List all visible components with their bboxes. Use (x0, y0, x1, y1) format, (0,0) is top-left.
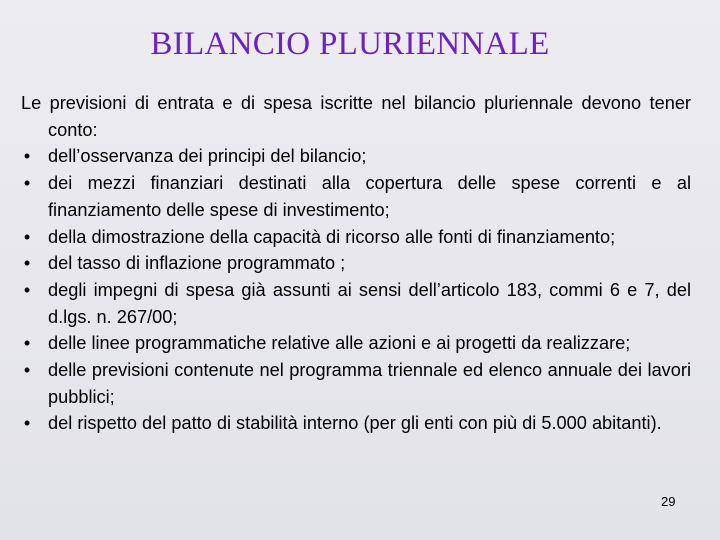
bullet-text: dell’osservanza dei principi del bilancio; (48, 146, 367, 167)
bullet-text: della dimostrazione della capacità di ricorso alle fonti di finanziamento; (48, 226, 616, 247)
bullet-item (21, 410, 691, 437)
page-number: 29 (661, 494, 676, 509)
slide-title: BILANCIO PLURIENNALE (150, 26, 550, 62)
bullet-icon: • (23, 360, 31, 381)
slide-body (21, 90, 691, 437)
bullet-icon: • (23, 146, 31, 167)
bullet-item (21, 250, 691, 277)
intro-text: Le previsioni di entrata e di spesa iscritte nel bilancio pluriennale devono tener conto: (21, 93, 691, 140)
bullet-icon: • (23, 413, 31, 434)
bullet-item (21, 170, 691, 223)
bullet-text: delle previsioni contenute nel programma triennale ed elenco annuale dei lavori pubblici; (48, 360, 691, 407)
bullet-text: delle linee programmatiche relative alle azioni e ai progetti da realizzare; (48, 333, 631, 354)
bullet-item (21, 277, 691, 330)
bullet-text: degli impegni di spesa già assunti ai sensi dell’articolo 183, commi 6 e 7, del d.lgs. n. 267/00; (48, 279, 691, 327)
bullet-item (21, 330, 691, 357)
bullet-icon: • (23, 173, 31, 194)
bullet-item (21, 224, 691, 251)
bullet-text: del rispetto del patto di stabilità interno (per gli enti con più di 5.000 abitanti). (48, 413, 662, 434)
bullet-item (21, 357, 691, 410)
bullet-text: del tasso di inflazione programmato ; (48, 253, 346, 274)
bullet-icon: • (23, 253, 31, 274)
bullet-list (21, 143, 691, 437)
bullet-icon: • (23, 226, 31, 247)
bullet-text: dei mezzi finanziari destinati alla copertura delle spese correnti e al finanziamento delle spese di investimento; (48, 173, 691, 220)
bullet-item (21, 143, 691, 170)
bullet-icon: • (23, 333, 31, 354)
bullet-icon: • (23, 279, 31, 300)
